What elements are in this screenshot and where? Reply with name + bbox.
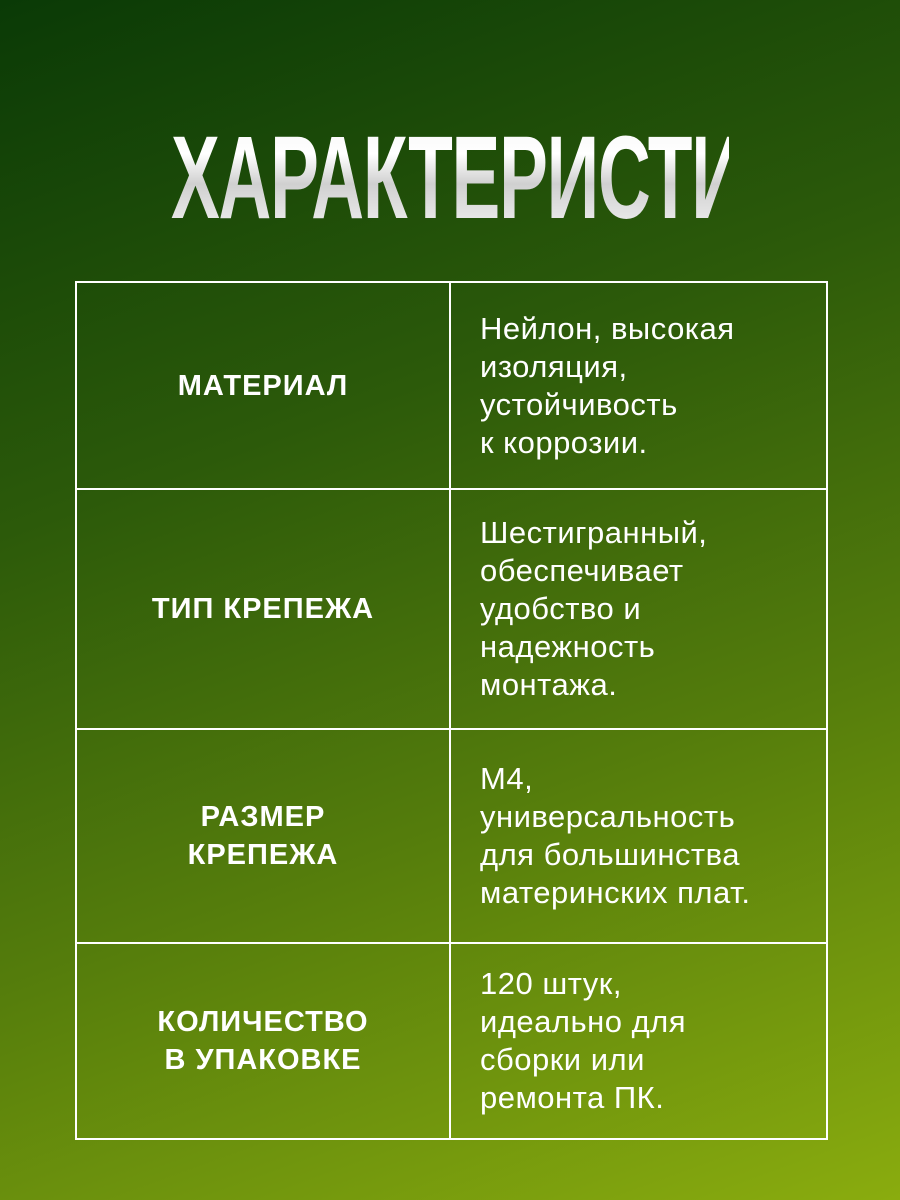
spec-label-line: КРЕПЕЖА: [187, 839, 339, 871]
spec-row-fastener-type: [76, 489, 827, 729]
page-title: ХАРАКТЕРИСТИКИ: [171, 112, 838, 244]
spec-label: [76, 282, 450, 489]
spec-value-line: сборки или: [480, 1042, 645, 1077]
spec-value-line: устойчивость: [480, 386, 678, 422]
spec-value: [450, 489, 827, 729]
spec-value-line: М4,: [480, 761, 534, 796]
spec-value-line: ремонта ПК.: [480, 1080, 665, 1115]
spec-label-line: РАЗМЕР: [200, 801, 326, 833]
spec-label-line: КОЛИЧЕСТВО: [157, 1006, 369, 1038]
specs-table: [75, 281, 828, 1140]
spec-value: [450, 943, 827, 1139]
spec-value-line: идеально для: [480, 1004, 687, 1039]
spec-row-fastener-size: [76, 729, 827, 943]
spec-label: [76, 943, 450, 1139]
spec-value-line: надежность: [480, 629, 656, 664]
spec-value-line: Нейлон, высокая: [480, 310, 735, 346]
spec-value-line: изоляция,: [480, 348, 628, 384]
spec-value-line: обеспечивает: [480, 553, 684, 588]
spec-value: [450, 729, 827, 943]
spec-value-line: монтажа.: [480, 667, 618, 702]
spec-value-line: 120 штук,: [480, 966, 622, 1001]
spec-label-line: МАТЕРИАЛ: [177, 369, 349, 402]
spec-value-line: к коррозии.: [480, 424, 648, 460]
spec-value-line: для большинства: [480, 837, 740, 872]
spec-label-line: ТИП КРЕПЕЖА: [151, 593, 375, 625]
spec-row-material: [76, 282, 827, 489]
spec-value-line: удобство и: [480, 591, 642, 626]
spec-value-line: Шестигранный,: [480, 515, 708, 550]
spec-row-package-quantity: [76, 943, 827, 1139]
spec-value: [450, 282, 827, 489]
spec-value-line: материнских плат.: [480, 875, 751, 910]
spec-label: [76, 489, 450, 729]
spec-value-line: универсальность: [480, 799, 736, 834]
spec-label-line: В УПАКОВКЕ: [164, 1044, 362, 1076]
spec-label: [76, 729, 450, 943]
